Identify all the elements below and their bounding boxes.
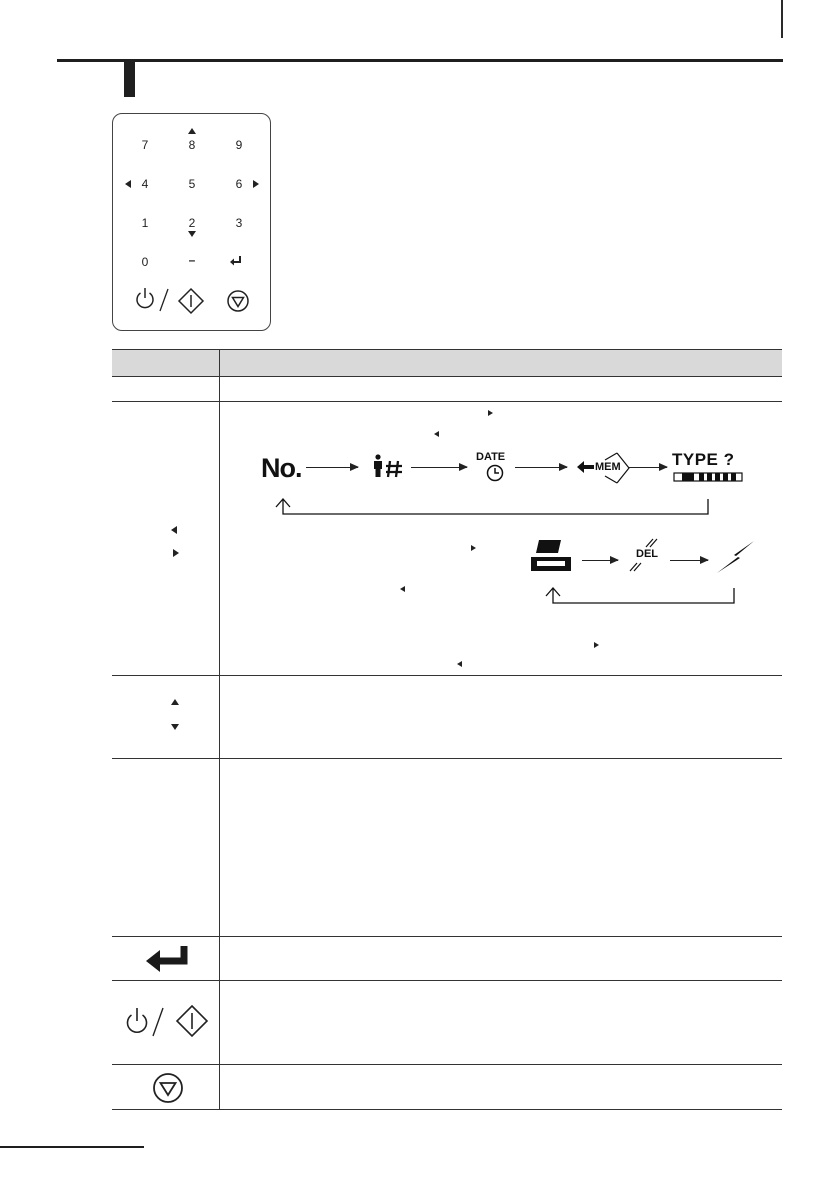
row-divider bbox=[112, 936, 782, 937]
menu-del-label: DEL bbox=[636, 548, 658, 560]
arrow-left-icon bbox=[457, 661, 462, 667]
row-divider bbox=[112, 758, 782, 759]
table-column-divider bbox=[219, 349, 220, 1110]
power-icon[interactable] bbox=[134, 287, 156, 311]
arrow-left-icon bbox=[400, 586, 405, 592]
footer-rule bbox=[0, 1146, 144, 1148]
arrow-left-icon bbox=[171, 526, 177, 534]
menu-type-label: TYPE ? bbox=[672, 450, 735, 469]
key-8[interactable]: 8 bbox=[188, 138, 196, 152]
arrow-right-icon bbox=[173, 549, 179, 557]
arrow-up-icon bbox=[171, 699, 179, 705]
stop-icon bbox=[152, 1072, 184, 1104]
printer-icon bbox=[529, 539, 573, 573]
memory-diamond-frame bbox=[589, 451, 631, 485]
return-loop-arrow bbox=[540, 584, 738, 608]
row-divider bbox=[112, 1109, 782, 1110]
flow-arrow bbox=[515, 467, 567, 468]
arrow-left-icon bbox=[125, 180, 131, 188]
key-minus[interactable]: – bbox=[188, 253, 196, 267]
enter-icon bbox=[145, 944, 193, 974]
row-divider bbox=[112, 1064, 782, 1065]
start-icon[interactable] bbox=[177, 287, 205, 315]
row-divider bbox=[112, 401, 782, 402]
start-icon bbox=[175, 1004, 209, 1038]
key-3[interactable]: 3 bbox=[235, 216, 243, 230]
stop-icon[interactable] bbox=[226, 289, 250, 313]
arrow-down-icon bbox=[188, 231, 196, 237]
arrow-right-icon bbox=[471, 545, 476, 551]
flow-arrow bbox=[411, 467, 467, 468]
header-rule bbox=[57, 59, 783, 62]
type-level-icon bbox=[673, 472, 743, 482]
table-header bbox=[112, 349, 782, 377]
row-divider bbox=[112, 675, 782, 676]
return-loop-arrow bbox=[270, 496, 714, 518]
key-5[interactable]: 5 bbox=[188, 177, 196, 191]
menu-mem-label: MEM bbox=[595, 461, 621, 473]
menu-no-label: No. bbox=[261, 453, 302, 483]
arrow-up-icon bbox=[188, 128, 196, 134]
slash-separator bbox=[151, 1007, 165, 1037]
key-4[interactable]: 4 bbox=[141, 177, 149, 191]
menu-date-label: DATE bbox=[476, 451, 506, 463]
lightning-icon bbox=[716, 540, 756, 574]
flow-arrow bbox=[629, 467, 667, 468]
flow-arrow bbox=[306, 467, 358, 468]
arrow-down-icon bbox=[171, 724, 179, 730]
flow-arrow bbox=[582, 560, 618, 561]
enter-icon[interactable] bbox=[229, 255, 243, 267]
arrow-right-icon bbox=[594, 642, 599, 648]
key-9[interactable]: 9 bbox=[235, 138, 243, 152]
key-1[interactable]: 1 bbox=[141, 216, 149, 230]
arrow-right-icon bbox=[488, 410, 493, 416]
key-0[interactable]: 0 bbox=[141, 255, 149, 269]
arrow-right-icon bbox=[253, 180, 259, 188]
key-7[interactable]: 7 bbox=[141, 138, 149, 152]
slash-separator bbox=[159, 288, 169, 312]
flow-arrow bbox=[670, 560, 708, 561]
row-divider bbox=[112, 980, 782, 981]
arrow-left-icon bbox=[434, 431, 439, 437]
section-marker-bar bbox=[124, 59, 135, 97]
crop-mark bbox=[781, 0, 783, 38]
key-2[interactable]: 2 bbox=[188, 216, 196, 230]
clock-icon bbox=[486, 464, 504, 482]
power-icon bbox=[125, 1005, 149, 1037]
key-6[interactable]: 6 bbox=[235, 177, 243, 191]
cashier-number-icon bbox=[372, 454, 404, 478]
keypad-illustration bbox=[112, 113, 271, 331]
